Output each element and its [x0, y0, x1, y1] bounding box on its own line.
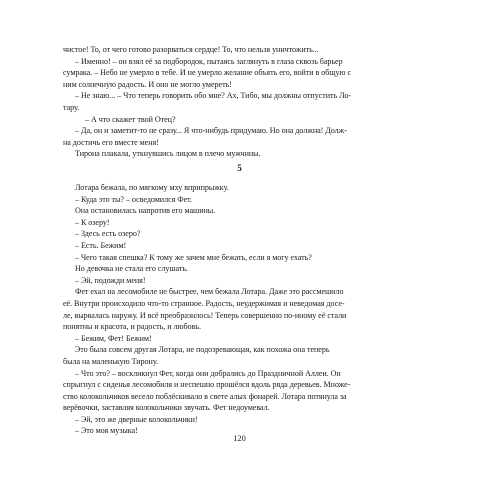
paragraph-line: – Есть. Бежим! — [75, 240, 127, 250]
paragraph-line: ле, вырвалась наружу. И всё преобразилось! Теперь совершенно по-иному её стали — [63, 310, 347, 320]
paragraph-line: – Куда это ты? – осведомился Фет. — [75, 194, 192, 204]
paragraph-line: на достичь его вместе меня! — [63, 137, 159, 147]
paragraph-line: – Бежим, Фет! Бежим! — [75, 333, 152, 343]
paragraph-line: – Что это? – воскликнул Фет, когда они добрались до Праздничной Аллеи. Он — [75, 368, 341, 378]
bottom-text-block — [63, 182, 419, 437]
paragraph-line: – Да, он и заметит-то не сразу... Я что-нибудь придумаю. Но она должна! Долж- — [75, 126, 347, 136]
paragraph-line: чистое! То, от чего готово разорваться сердце! То, что нельзя уничтожить... — [63, 45, 319, 54]
paragraph-line: Тирона плакала, уткнувшись лицом в плечо мужчины. — [75, 149, 261, 159]
paragraph-line: ство колокольчиков весело поблёскивало в свете алых фонарей. Лотара потянула за — [63, 391, 347, 401]
paragraph-line: верёвочки, заставляя колокольчики звучать. Фет недоумевал. — [63, 403, 270, 413]
paragraph-line: Но девочка не стала его слушать. — [75, 264, 188, 274]
paragraph-line: Это была совсем другая Лотара, не подозревающая, как похожа она теперь — [75, 345, 330, 355]
paragraph-line: Она остановилась напротив его машины. — [75, 206, 216, 216]
paragraph-line: тару. — [63, 102, 80, 112]
paragraph-line: Фет ехал на лесомобиле не быстрее, чем бежала Лотара. Даже это рассмешило — [75, 287, 344, 297]
paragraph-line: её. Внутри происходило что-то странное. Радость, неудержимая и неведомая досе- — [63, 298, 345, 308]
paragraph-line: – Не знаю... – Что теперь говорить обо мне? Ах, Тибо, мы должны отпустить Ло- — [75, 91, 351, 101]
paragraph-line: была на маленькую Тирону. — [63, 356, 158, 366]
paragraph-line: сумрака. – Небо не умерло в тебе. И не умерло желание объять его, войти в общую с — [63, 68, 351, 78]
paragraph-line: – А что скажет твой Отец? — [85, 114, 176, 124]
page-number: 120 — [233, 434, 246, 443]
paragraph-line: – Именно! – он взял её за подбородок, пытаясь заглянуть в глаза сквозь барьер — [75, 56, 343, 66]
chapter-number: 5 — [237, 163, 242, 173]
paragraph-line: – Эй, это же дверные колокольчики! — [75, 414, 198, 424]
paragraph-line: – К озеру! — [75, 217, 110, 227]
paragraph-line: Лотара бежала, по мягкому мху вприпрыжку. — [75, 183, 229, 192]
paragraph-line: ним солнечную радость. И оно не могло умереть! — [63, 79, 232, 89]
paragraph-line: – Здесь есть озеро? — [75, 229, 141, 239]
paragraph-line: понятны и красота, и радость, и любовь. — [63, 322, 201, 332]
paragraph-line: – Чего такая спешка? К тому же зачем мне бежать, если я могу ехать? — [75, 252, 312, 262]
paragraph-line: – Это моя музыка! — [75, 426, 138, 436]
paragraph-line: – Эй, подожди меня! — [75, 275, 146, 285]
paragraph-line: спрыгнул с сиденья лесомобиля и неспешно прошёлся вдоль ряда деревьев. Множе- — [63, 380, 351, 390]
top-text-block — [63, 44, 419, 160]
